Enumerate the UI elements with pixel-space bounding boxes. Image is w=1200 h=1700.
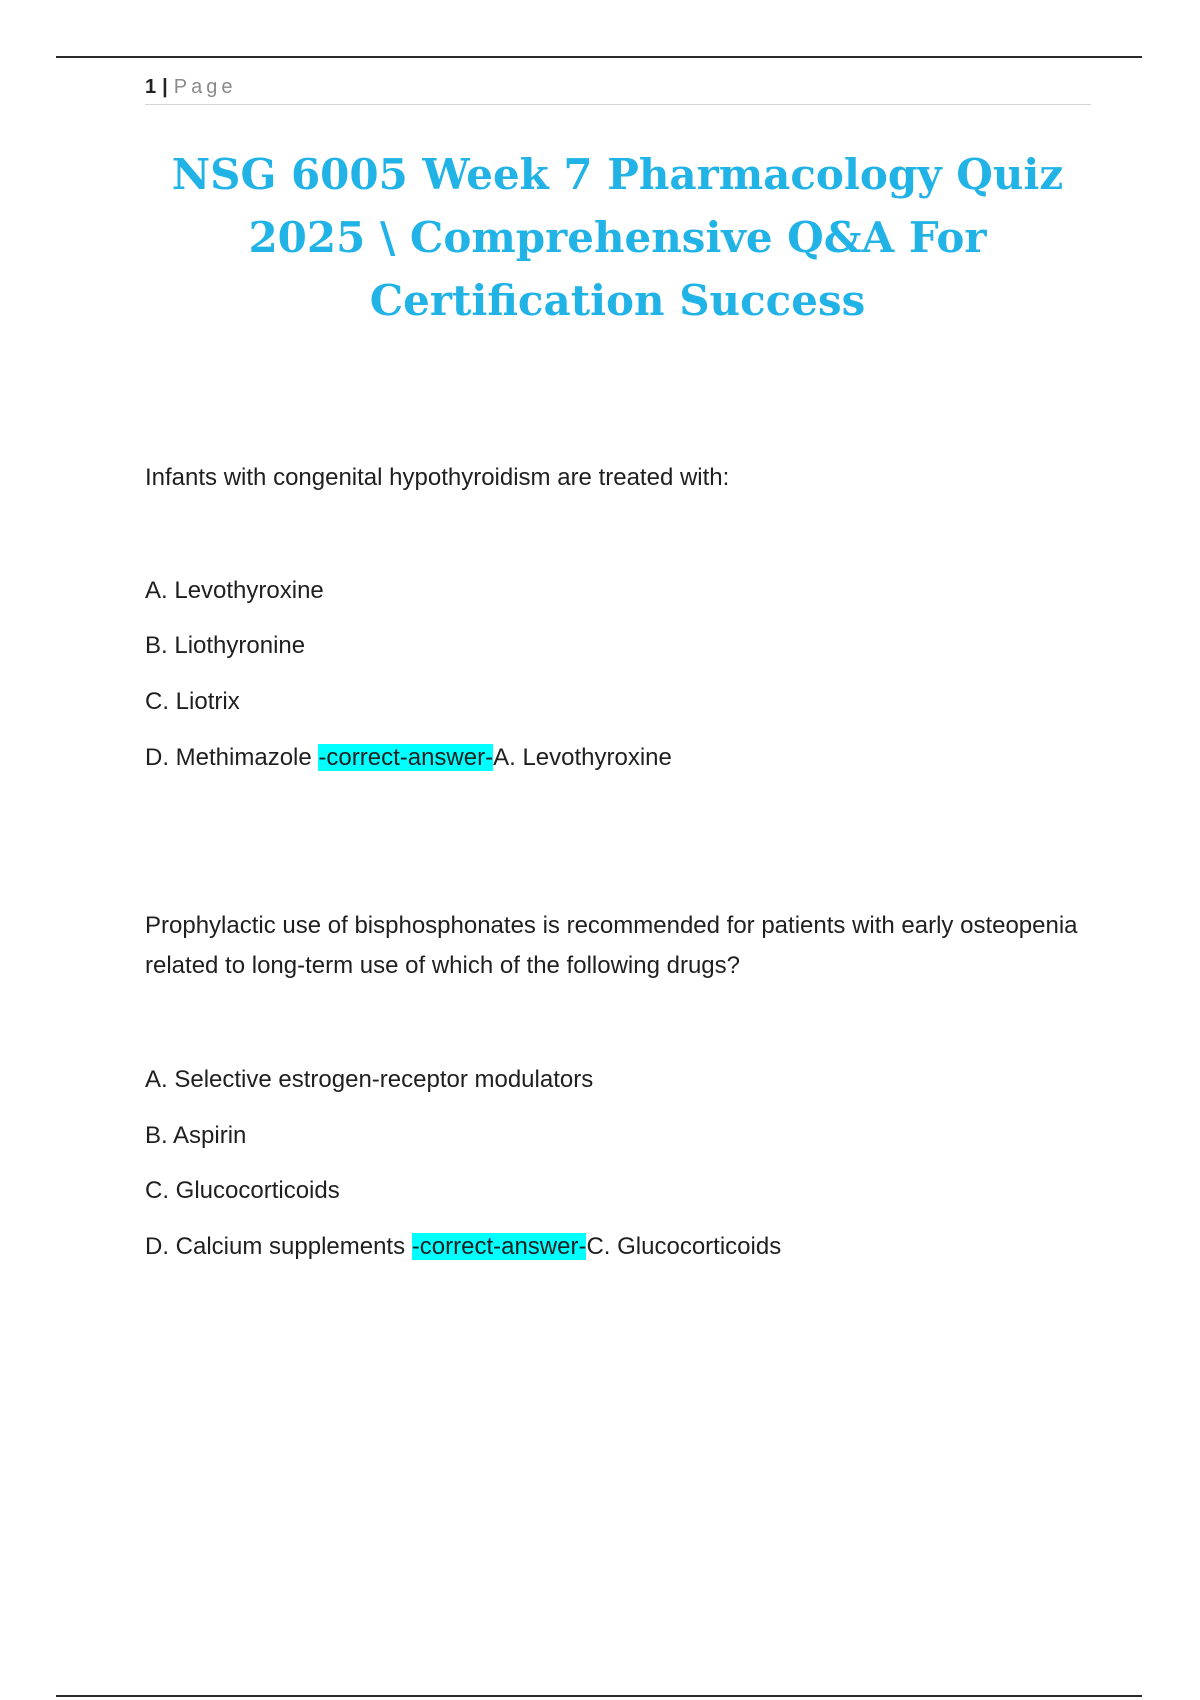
question-2-text: Prophylactic use of bisphosphonates is recommended for patients with early osteopenia related to long-term use of which of the following drugs? (145, 912, 1078, 979)
question-2-option-c: C. Glucocorticoids (145, 1177, 340, 1204)
page-header (145, 74, 1091, 105)
question-1-option-d: D. Methimazole (145, 744, 319, 771)
question-1-option-a: A. Levothyroxine (145, 577, 324, 604)
question-1-text: Infants with congenital hypothyroidism are treated with: (145, 464, 730, 491)
question-2-option-d-line (145, 1230, 781, 1264)
question-2-option-b: B. Aspirin (145, 1122, 247, 1149)
question-1-answer: A. Levothyroxine (493, 744, 672, 771)
bottom-rule (56, 1695, 1142, 1697)
question-2-answer-marker: -correct-answer- (411, 1233, 587, 1260)
question-1-answer-marker: -correct-answer- (318, 744, 494, 771)
question-1-option-d-line (145, 741, 672, 775)
page-label: Page (173, 76, 237, 98)
question-1-option-c: C. Liotrix (145, 688, 240, 715)
page-number: 1 (145, 76, 157, 98)
question-2-option-d: D. Calcium supplements (145, 1233, 412, 1260)
question-2-answer: C. Glucocorticoids (586, 1233, 782, 1260)
top-rule (56, 56, 1142, 58)
document-title: NSG 6005 Week 7 Pharmacology Quiz 2025 \ Comprehensive Q&A For Certification Success (171, 150, 1064, 325)
page-separator: | (162, 76, 168, 98)
question-1-option-b: B. Liothyronine (145, 632, 306, 659)
question-2-option-a: A. Selective estrogen-receptor modulators (145, 1066, 594, 1093)
